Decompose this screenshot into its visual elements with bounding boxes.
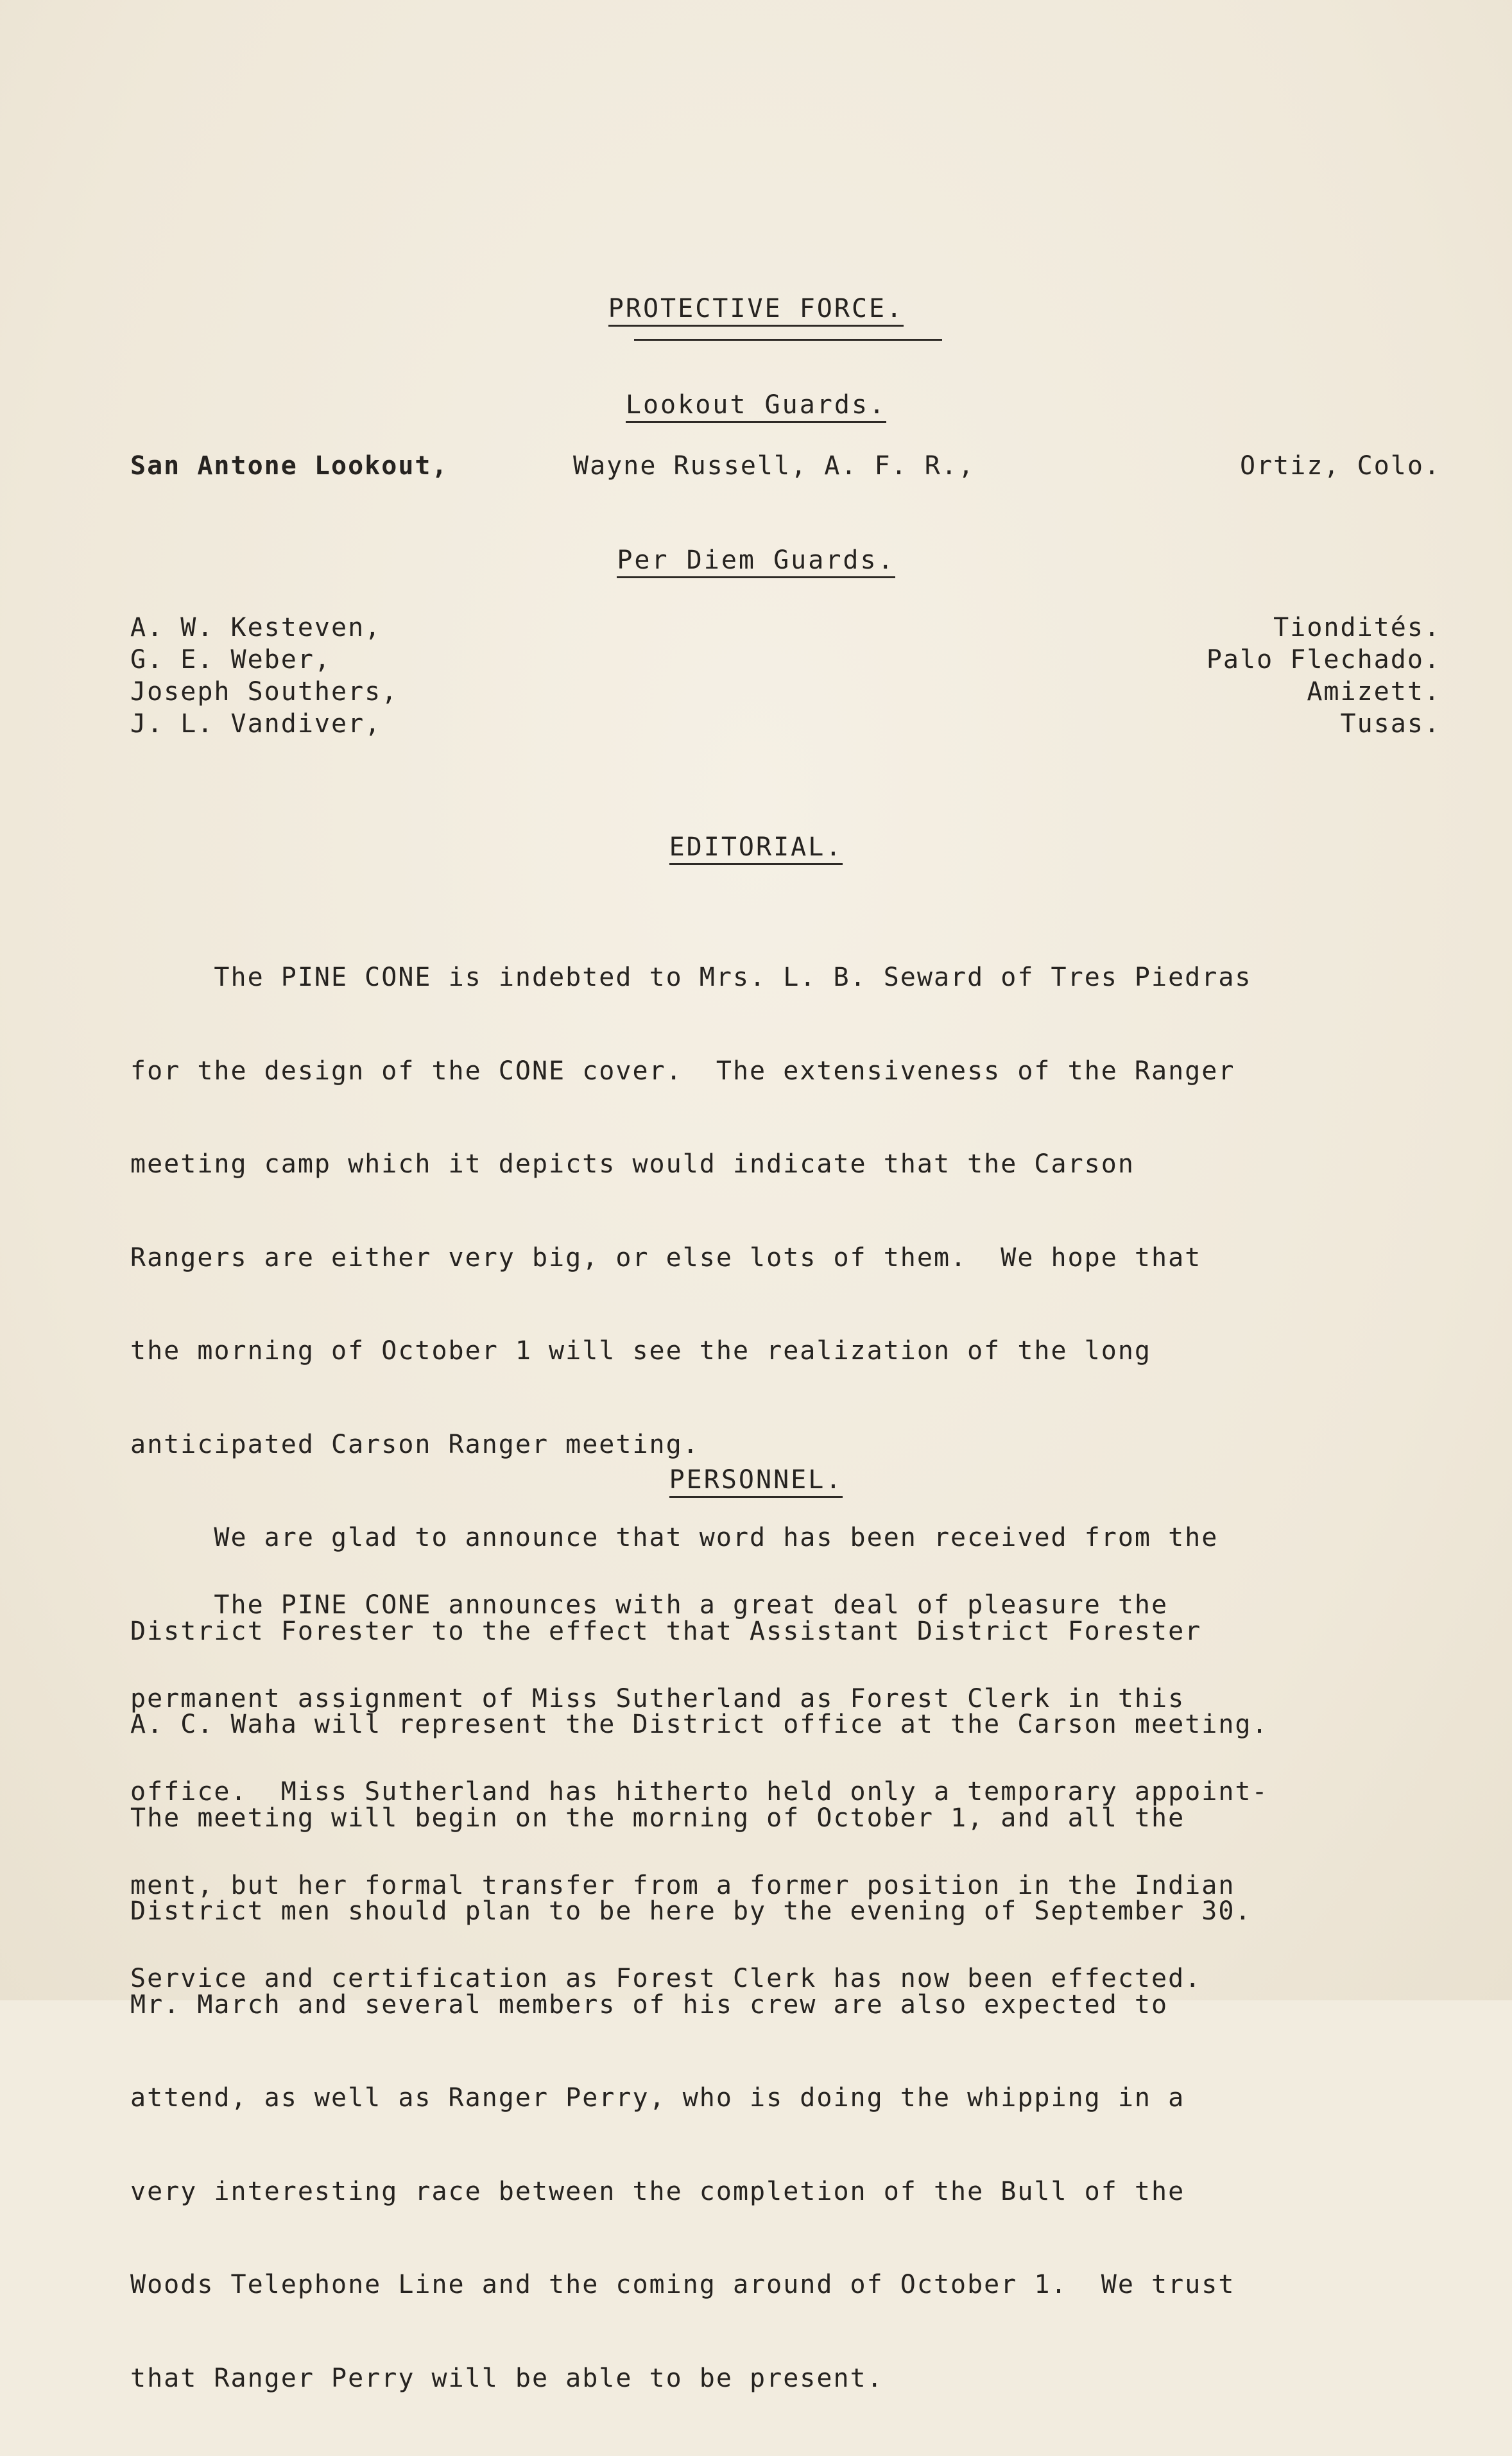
personnel-line: The PINE CONE announces with a great deal of pleasure the [130,1590,1169,1620]
lookout-station: San Antone Lookout, [130,451,449,481]
lookout-guards-heading [0,390,1512,423]
editorial-line: for the design of the CONE cover. The extensiveness of the Ranger [130,1056,1235,1086]
personnel-line: Service and certification as Forest Clerk has now been effected. [130,1964,1202,1993]
per-diem-guard-place: Amizett. [1307,677,1441,707]
per-diem-guards-heading [0,545,1512,578]
editorial-line: The PINE CONE is indebted to Mrs. L. B. Seward of Tres Piedras [130,963,1252,992]
editorial-line: District men should plan to be here by the evening of September 30. [130,1896,1252,1926]
personnel-heading [0,1465,1512,1498]
per-diem-guard-name: J. L. Vandiver, [130,709,382,739]
per-diem-guard-place: Palo Flechado. [1206,645,1441,674]
per-diem-guard-name: A. W. Kesteven, [130,613,382,642]
editorial-line: attend, as well as Ranger Perry, who is doing the whipping in a [130,2083,1185,2113]
editorial-line: the morning of October 1 will see the realization of the long [130,1336,1152,1366]
personnel-line: office. Miss Sutherland has hitherto held only a temporary appoint- [130,1777,1269,1807]
editorial-line: District Forester to the effect that Assistant District Forester [130,1616,1202,1646]
editorial-line: The meeting will begin on the morning of October 1, and all the [130,1803,1185,1833]
personnel-body [130,1527,1427,2057]
per-diem-guard-place: Tiondités. [1273,613,1441,642]
lookout-location: Ortiz, Colo. [1240,451,1441,481]
per-diem-guards-title: Per Diem Guards. [617,545,895,578]
editorial-line: Mr. March and several members of his crew are also expected to [130,1989,1169,2020]
editorial-line: anticipated Carson Ranger meeting. [130,1429,700,1459]
editorial-heading [0,832,1512,865]
lookout-guard-name: Wayne Russell, A. F. R., [573,451,975,481]
editorial-line: Rangers are either very big, or else lots of them. We hope that [130,1242,1202,1273]
editorial-line: Woods Telephone Line and the coming around of October 1. We trust [130,2270,1235,2299]
editorial-title: EDITORIAL. [669,832,843,865]
lookout-guards-title: Lookout Guards. [626,390,886,423]
heading-double-underline [634,339,942,341]
editorial-line: very interesting race between the completion of the Bull of the [130,2176,1185,2206]
per-diem-guard-place: Tusas. [1340,709,1441,739]
editorial-line: that Ranger Perry will be able to be present. [130,2363,884,2393]
editorial-line: A. C. Waha will represent the District office at the Carson meeting. [130,1710,1269,1739]
per-diem-guard-name: Joseph Southers, [130,677,399,707]
per-diem-guard-name: G. E. Weber, [130,645,331,674]
protective-force-heading [0,294,1512,327]
personnel-title: PERSONNEL. [669,1465,843,1498]
protective-force-title: PROTECTIVE FORCE. [608,294,904,327]
personnel-line: permanent assignment of Miss Sutherland as Forest Clerk in this [130,1683,1185,1713]
editorial-line: meeting camp which it depicts would indicate that the Carson [130,1149,1135,1179]
editorial-line: We are glad to announce that word has been received from the [130,1523,1219,1552]
personnel-line: ment, but her formal transfer from a former position in the Indian [130,1870,1235,1900]
